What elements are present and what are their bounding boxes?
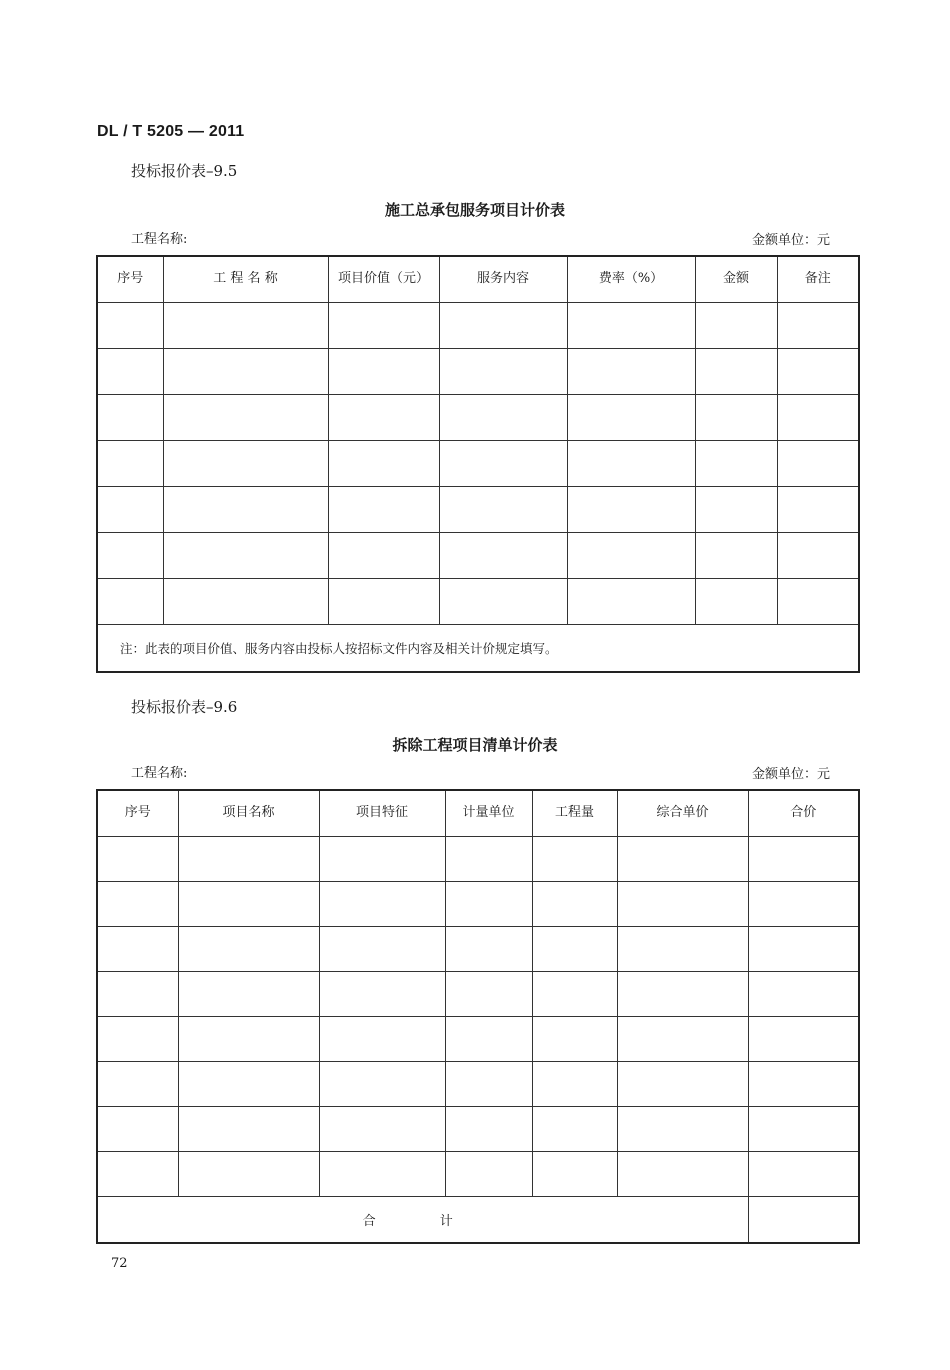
column-header: 计量单位 [445,790,532,836]
column-header: 金额 [695,256,777,302]
total-label: 合 计 [97,1196,748,1243]
table-row [97,394,859,440]
table-cell [439,302,567,348]
table-cell [617,836,748,881]
column-header: 费率（%） [567,256,695,302]
table-cell [178,1106,319,1151]
table-row [97,486,859,532]
table-row [97,1151,859,1196]
table-cell [97,440,163,486]
table-cell [178,836,319,881]
table-cell [319,1016,445,1061]
table-cell [163,578,328,624]
table-cell [532,1016,617,1061]
table-cell [97,926,178,971]
table-cell [567,486,695,532]
table-cell [328,578,439,624]
table-cell [97,971,178,1016]
table-body [97,302,859,624]
table-cell [319,1151,445,1196]
column-header: 项目价值（元） [328,256,439,302]
table-cell [97,1151,178,1196]
table-cell [777,532,859,578]
table-cell [178,881,319,926]
table-cell [617,1061,748,1106]
form-number-9-6: 投标报价表–9.6 [131,698,238,716]
table-cell [695,302,777,348]
table-cell [439,486,567,532]
table-cell [319,971,445,1016]
table-cell [439,532,567,578]
table-cell [567,532,695,578]
table-cell [617,1151,748,1196]
table-cell [97,348,163,394]
table-cell [777,302,859,348]
table-row [97,1061,859,1106]
table-cell [748,1016,859,1061]
table-cell [328,486,439,532]
table-cell [328,394,439,440]
demolition-items-table [96,789,860,1244]
table-cell [97,532,163,578]
table-cell [695,532,777,578]
column-header: 序号 [97,256,163,302]
table-cell [567,394,695,440]
column-header: 工 程 名 称 [163,256,328,302]
table-cell [163,486,328,532]
table-cell [319,1106,445,1151]
table-cell [748,881,859,926]
form-number-9-5: 投标报价表–9.5 [131,162,238,180]
table-cell [178,1151,319,1196]
column-header: 合价 [748,790,859,836]
table-cell [97,1016,178,1061]
table-cell [567,440,695,486]
table-cell [532,1106,617,1151]
table-cell [328,302,439,348]
table-cell [777,394,859,440]
table-row [97,348,859,394]
table-header-row [97,790,859,836]
table-body [97,836,859,1196]
table-cell [532,926,617,971]
table-cell [532,971,617,1016]
total-row [97,1196,859,1243]
table-cell [748,836,859,881]
table-cell [695,440,777,486]
table-cell [532,1061,617,1106]
table-cell [439,348,567,394]
table-cell [445,1106,532,1151]
column-header: 项目特征 [319,790,445,836]
table-cell [445,881,532,926]
table-cell [97,578,163,624]
table-cell [777,578,859,624]
column-header: 综合单价 [617,790,748,836]
table-cell [695,486,777,532]
table-cell [748,1061,859,1106]
table-cell [439,394,567,440]
table-cell [445,1016,532,1061]
table-cell [567,578,695,624]
table-cell [695,578,777,624]
table-cell [178,1061,319,1106]
page-number: 72 [111,1256,128,1271]
table-cell [178,926,319,971]
table-title-9-5: 施工总承包服务项目计价表 [384,201,565,219]
table-cell [328,440,439,486]
table-cell [328,348,439,394]
table-row [97,1106,859,1151]
table-cell [567,302,695,348]
table-cell [163,302,328,348]
table-cell [617,1016,748,1061]
table-cell [748,926,859,971]
table-cell [695,348,777,394]
note-row [97,624,859,672]
column-header: 备注 [777,256,859,302]
table-cell [319,1061,445,1106]
table-cell [748,1151,859,1196]
table-cell [617,926,748,971]
table-cell [777,440,859,486]
table-cell [439,578,567,624]
column-header: 服务内容 [439,256,567,302]
standard-code: DL / T 5205 — 2011 [97,123,245,140]
table-cell [97,302,163,348]
table-cell [532,1151,617,1196]
table-cell [163,532,328,578]
table-cell [97,1106,178,1151]
table-cell [617,971,748,1016]
table-cell [439,440,567,486]
table-cell [777,348,859,394]
table-cell [445,1061,532,1106]
table-cell [163,440,328,486]
table-title-9-6: 拆除工程项目清单计价表 [392,736,558,754]
table-cell [97,1061,178,1106]
table-row [97,1016,859,1061]
table-row [97,302,859,348]
table-cell [328,532,439,578]
table-cell [178,1016,319,1061]
table-cell [532,881,617,926]
table-cell [567,348,695,394]
table-cell [97,881,178,926]
table-cell [445,836,532,881]
project-name-label-9-6: 工程名称: [131,766,188,781]
table-header-row [97,256,859,302]
table-cell [748,971,859,1016]
table-cell [319,881,445,926]
table-cell [617,881,748,926]
total-value-cell [748,1196,859,1243]
table-cell [445,926,532,971]
table-cell [445,971,532,1016]
table-cell [97,486,163,532]
table-cell [695,394,777,440]
service-items-table [96,255,860,673]
table-row [97,532,859,578]
column-header: 序号 [97,790,178,836]
table-note: 注：此表的项目价值、服务内容由投标人按招标文件内容及相关计价规定填写。 [97,624,859,672]
table-cell [532,836,617,881]
table-cell [97,836,178,881]
table-cell [163,394,328,440]
table-cell [748,1106,859,1151]
table-cell [163,348,328,394]
amount-unit-label-9-6: 金额单位：元 [752,767,831,782]
table-row [97,926,859,971]
table-row [97,578,859,624]
table-row [97,440,859,486]
table-cell [445,1151,532,1196]
table-row [97,971,859,1016]
table-row [97,836,859,881]
table-row [97,881,859,926]
table-cell [617,1106,748,1151]
column-header: 项目名称 [178,790,319,836]
amount-unit-label-9-5: 金额单位：元 [752,233,831,248]
table-cell [178,971,319,1016]
table-cell [97,394,163,440]
project-name-label-9-5: 工程名称: [131,232,188,247]
table-cell [777,486,859,532]
table-cell [319,926,445,971]
column-header: 工程量 [532,790,617,836]
table-cell [319,836,445,881]
